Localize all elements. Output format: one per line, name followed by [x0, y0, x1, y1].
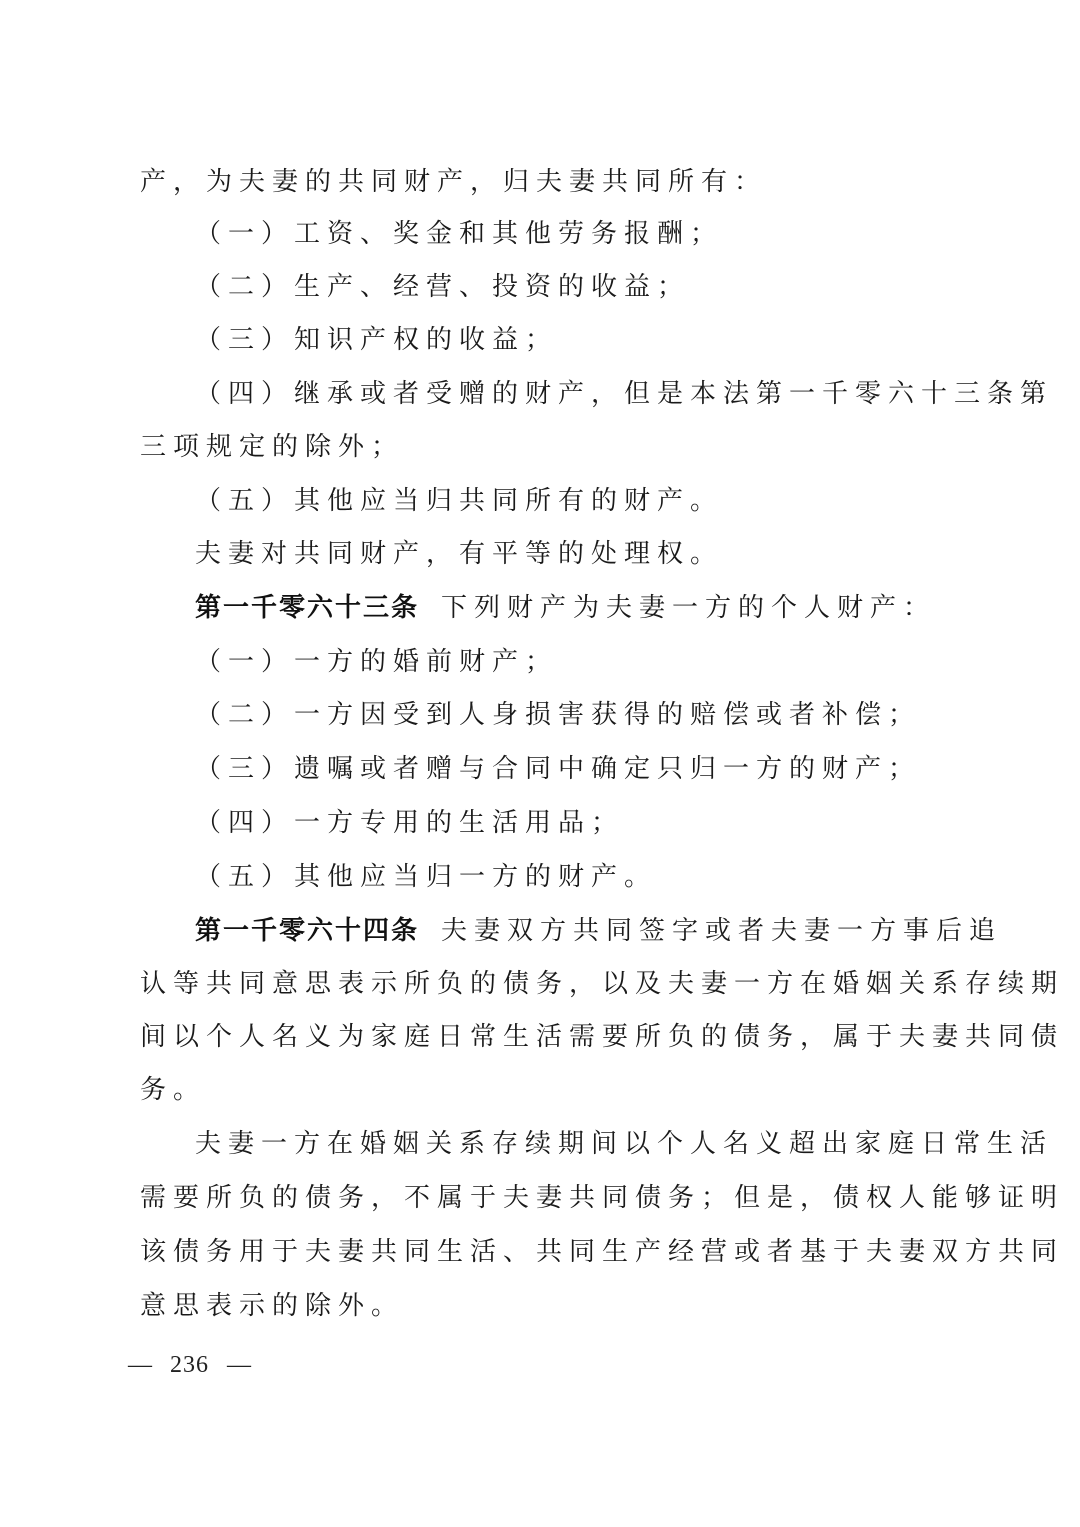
text-line: 间以个人名义为家庭日常生活需要所负的债务，属于夫妻共同债 — [140, 1022, 1065, 1052]
article-text: 夫妻双方共同签字或者夫妻一方事后追 — [441, 916, 1003, 946]
footer-dash-left: — — [128, 1352, 152, 1378]
article-heading: 第一千零六十三条 — [195, 593, 420, 623]
footer-dash-right: — — [227, 1352, 251, 1378]
text-line: 认等共同意思表示所负的债务，以及夫妻一方在婚姻关系存续期 — [140, 969, 1065, 999]
text-line: 三项规定的除外； — [140, 432, 405, 462]
list-item: （二）生产、经营、投资的收益； — [195, 272, 691, 302]
text-line: 意思表示的除外。 — [140, 1291, 405, 1321]
page-number: 236 — [170, 1352, 209, 1378]
page-footer — [128, 1352, 251, 1379]
text-line: 该债务用于夫妻共同生活、共同生产经营或者基于夫妻双方共同 — [140, 1237, 1065, 1267]
list-item: （五）其他应当归共同所有的财产。 — [195, 486, 724, 516]
list-item: （四）继承或者受赠的财产，但是本法第一千零六十三条第 — [195, 379, 1054, 409]
article-1063 — [195, 588, 995, 628]
list-item: （五）其他应当归一方的财产。 — [195, 862, 658, 892]
article-heading: 第一千零六十四条 — [195, 916, 420, 946]
list-item: （三）遗嘱或者赠与合同中确定只归一方的财产； — [195, 754, 922, 784]
text-line: 务。 — [140, 1075, 207, 1105]
paragraph: 夫妻对共同财产，有平等的处理权。 — [195, 539, 724, 569]
list-item: （二）一方因受到人身损害获得的赔偿或者补偿； — [195, 700, 922, 730]
list-item: （三）知识产权的收益； — [195, 325, 559, 355]
list-item: （一）一方的婚前财产； — [195, 647, 559, 677]
text-line: 产，为夫妻的共同财产，归夫妻共同所有： — [140, 167, 768, 197]
article-1064 — [195, 911, 1003, 951]
text-line: 需要所负的债务，不属于夫妻共同债务；但是，债权人能够证明 — [140, 1183, 1065, 1213]
article-text: 下列财产为夫妻一方的个人财产： — [441, 593, 937, 623]
list-item: （四）一方专用的生活用品； — [195, 808, 625, 838]
list-item: （一）工资、奖金和其他劳务报酬； — [195, 219, 724, 249]
paragraph: 夫妻一方在婚姻关系存续期间以个人名义超出家庭日常生活 — [195, 1129, 1054, 1159]
